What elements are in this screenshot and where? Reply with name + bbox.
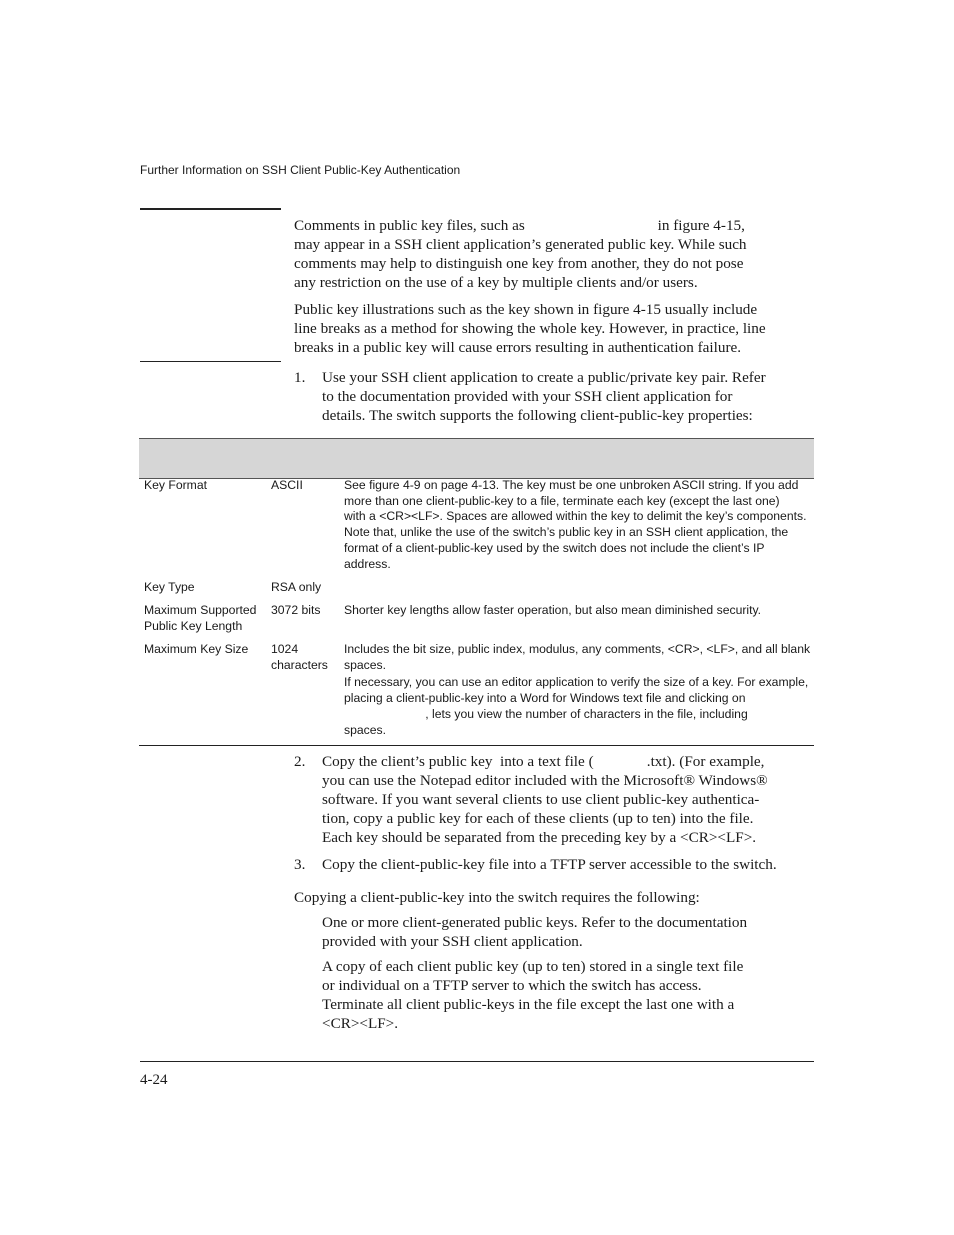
step-number: 2. (294, 753, 306, 770)
text-line: Comments in public key files, such as in figure 4-15, (294, 217, 745, 234)
footer-rule (140, 1061, 814, 1062)
cell-line: spaces. (344, 657, 387, 672)
cell-line: more than one client-public-key to a file, terminate each key (except the last one) (344, 493, 780, 508)
note-top-rule (140, 208, 281, 210)
cell-line: spaces. (344, 722, 387, 737)
text-line: <CR><LF>. (322, 1015, 399, 1032)
table-cell-value (271, 642, 341, 673)
cell-line: placing a client-public-key into a Word for Windows text file and clicking on (344, 691, 746, 706)
note-paragraph-line-breaks (294, 300, 814, 357)
text-line: to the documentation provided with your SSH client application for (322, 388, 733, 405)
text-line: Use your SSH client application to create a public/private key pair. Refer (322, 369, 766, 386)
table-cell-property (144, 603, 266, 634)
table-cell-value (271, 603, 341, 619)
cell-line: 3072 bits (271, 603, 321, 617)
table-cell-value (271, 478, 341, 494)
text-line: Public key illustrations such as the key shown in figure 4-15 usually include (294, 301, 758, 318)
note-bottom-rule (140, 361, 281, 362)
cell-line: See figure 4-9 on page 4-13. The key must be one unbroken ASCII string. If you add (344, 478, 799, 492)
cell-line: Shorter key lengths allow faster operation, but also mean diminished security. (344, 603, 762, 617)
text-line: One or more client-generated public keys. Refer to the documentation (322, 914, 748, 931)
text-line: Copy the client’s public key into a text file ( .txt). (For example, (322, 753, 765, 770)
text-line: provided with your SSH client application. (322, 933, 583, 950)
table-cell-property (144, 478, 266, 494)
step-text (322, 855, 814, 874)
cell-line: Maximum Supported (144, 603, 257, 617)
step-number: 3. (294, 856, 306, 873)
requirement-item (322, 957, 802, 1033)
step-2 (294, 752, 814, 848)
step-text (322, 368, 814, 425)
table-header-band (139, 438, 814, 479)
table-cell-value (271, 580, 341, 596)
running-head: Further Information on SSH Client Public-Key Authentication (140, 163, 461, 177)
table-cell-property (144, 580, 266, 596)
text-line: you can use the Notepad editor included with the Microsoft® Windows® (322, 772, 768, 789)
text-line: comments may help to distinguish one key from another, they do not pose (294, 255, 744, 272)
cell-line: Public Key Length (144, 618, 243, 633)
table-cell-property (144, 642, 266, 658)
cell-line: with a <CR><LF>. Spaces are allowed within the key to delimit the key’s components. (344, 509, 807, 524)
note-paragraph-comments (294, 216, 814, 292)
text-line: or individual on a TFTP server to which the switch has access. (322, 977, 702, 994)
cell-line: Maximum Key Size (144, 642, 249, 656)
cell-line: ASCII (271, 478, 303, 492)
requirement-item (322, 913, 802, 951)
text-line: may appear in a SSH client application’s generated public key. While such (294, 236, 747, 253)
cell-line: format of a client-public-key used by the switch does not include the client’s IP (344, 540, 765, 555)
cell-line: Note that, unlike the use of the switch’s public key in an SSH client application, the (344, 525, 789, 540)
page-number: 4-24 (140, 1072, 168, 1088)
text-line: software. If you want several clients to use client public-key authentica- (322, 791, 760, 808)
cell-line: 1024 (271, 642, 299, 656)
text-line: tion, copy a public key for each of these clients (up to ten) into the file. (322, 810, 754, 827)
step-3 (294, 855, 814, 875)
step-number: 1. (294, 369, 306, 386)
cell-line: Key Type (144, 580, 195, 594)
cell-line: Key Format (144, 478, 207, 492)
table-cell-comments (344, 642, 812, 738)
text-line: Terminate all client public-keys in the file except the last one with a (322, 996, 735, 1013)
step-text (322, 752, 814, 847)
table-cell-comments (344, 603, 812, 619)
cell-line: If necessary, you can use an editor application to verify the size of a key. For example, (344, 675, 809, 690)
table-bottom-rule (139, 745, 814, 746)
text-line: any restriction on the use of a key by multiple clients and/or users. (294, 274, 698, 291)
step-1 (294, 368, 814, 428)
text-line: Copy the client-public-key file into a TFTP server accessible to the switch. (322, 856, 777, 873)
cell-line: address. (344, 556, 391, 571)
text-line: line breaks as a method for showing the whole key. However, in practice, line (294, 320, 766, 337)
table-cell-comments (344, 478, 812, 572)
cell-line: Includes the bit size, public index, modulus, any comments, <CR>, <LF>, and all blank (344, 642, 811, 656)
text-line: breaks in a public key will cause errors resulting in authentication failure. (294, 339, 742, 356)
text-line: details. The switch supports the following client-public-key properties: (322, 407, 753, 424)
text-line: Each key should be separated from the preceding key by a <CR><LF>. (322, 829, 757, 846)
cell-line: characters (271, 657, 328, 672)
requirements-intro: Copying a client-public-key into the switch requires the following: (294, 889, 700, 906)
cell-line: , lets you view the number of characters in the file, including (344, 706, 748, 721)
text-line: A copy of each client public key (up to ten) stored in a single text file (322, 958, 744, 975)
cell-line: RSA only (271, 580, 322, 594)
